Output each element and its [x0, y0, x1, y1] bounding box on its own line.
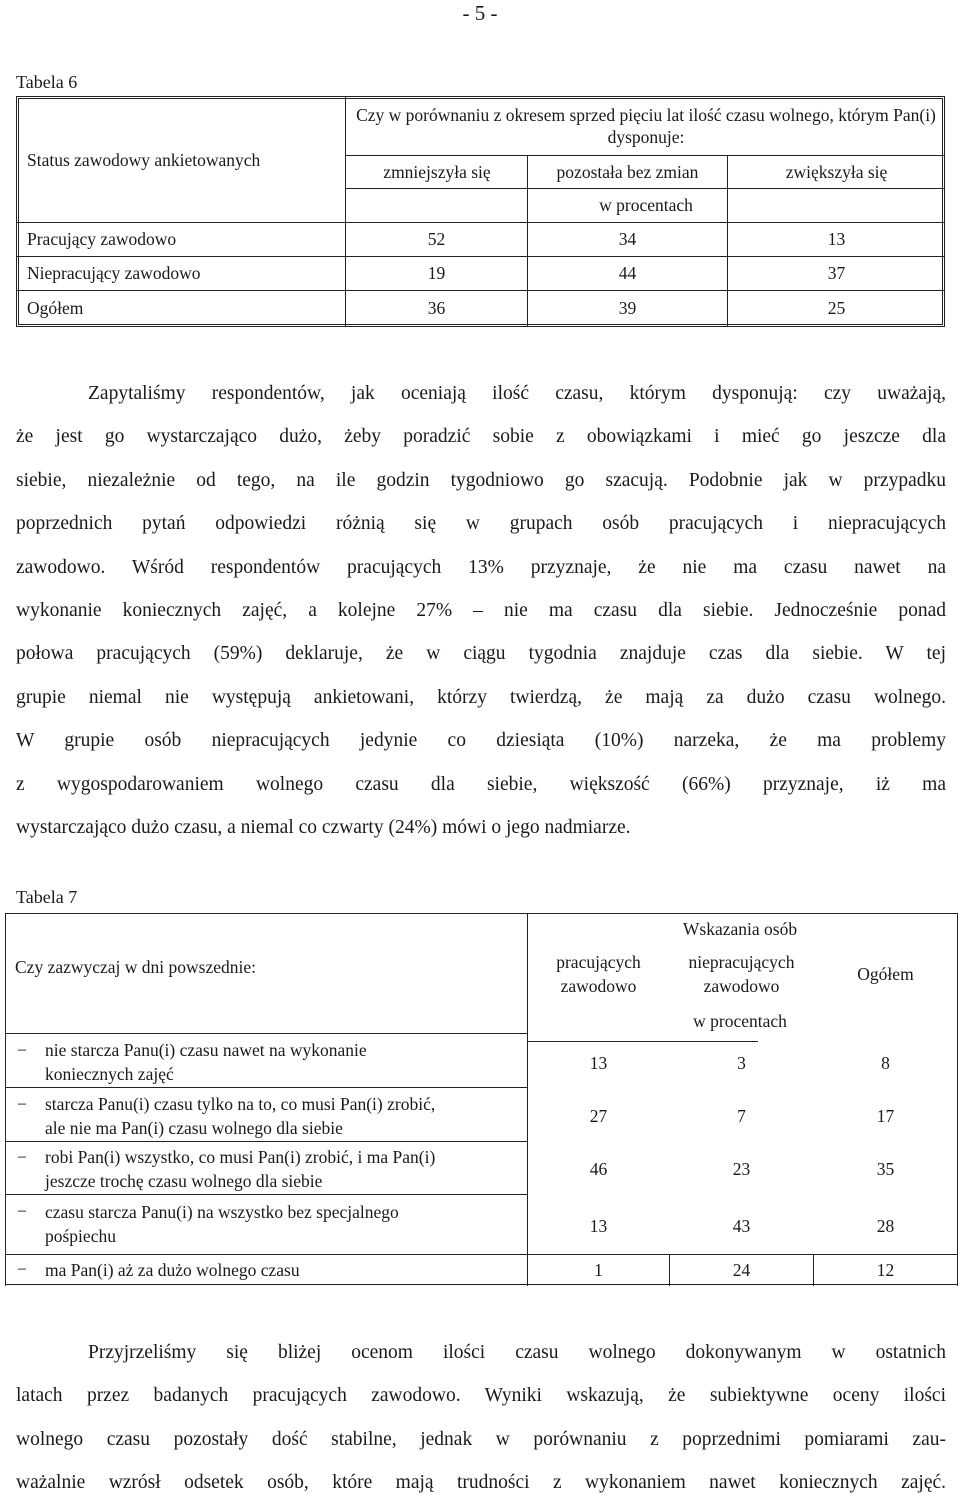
paragraph-line: zawodowo. Wśród respondentów pracujących 13% przyznaje, że nie ma czasu nawet na: [16, 556, 946, 578]
table6-col-header-1: zmniejszyła się: [383, 161, 491, 182]
table7-col-header-line: zawodowo: [560, 976, 637, 996]
table6-cell: 37: [827, 263, 846, 283]
table7-cell: 43: [732, 1216, 751, 1236]
table7-col-header-3: Ogółem: [857, 964, 914, 984]
paragraph-line: wykonanie koniecznych zajęć, a kolejne 27% – nie ma czasu dla siebie. Jednocześnie ponad: [16, 599, 946, 621]
table7-caption: Tabela 7: [16, 887, 78, 907]
table7-cell: 17: [876, 1106, 895, 1126]
table7-row-label-line: ale nie ma Pan(i) czasu wolnego dla siebie: [45, 1118, 343, 1138]
table7-cell: 13: [589, 1053, 608, 1073]
table6-caption: Tabela 6: [16, 72, 78, 92]
table6-unit: w procentach: [599, 195, 693, 215]
table7-row-label-line: jeszcze trochę czasu wolnego dla siebie: [45, 1171, 323, 1191]
paragraph-line: latach przez badanych pracujących zawodowo. Wyniki wskazują, że subiektywne oceny ilości: [16, 1385, 946, 1407]
table7-cell: 8: [881, 1053, 890, 1073]
paragraph-line: grupie niemal nie występują ankietowani, którzy twierdzą, że mają za dużo czasu wolnego.: [16, 686, 946, 708]
table6-row-label: Pracujący zawodowo: [27, 229, 177, 249]
table7-row-label: [45, 1092, 525, 1140]
table6-cell: 52: [427, 229, 446, 249]
dash-bullet: −: [17, 1259, 27, 1279]
table6-cell: 44: [618, 263, 637, 283]
table7-row-label-line: nie starcza Panu(i) czasu nawet na wykonanie: [45, 1040, 367, 1060]
table7-row-label: [45, 1145, 525, 1193]
table6-cell: 36: [427, 298, 446, 318]
table7-unit: w procentach: [693, 1011, 787, 1031]
table6-col-header-2: pozostała bez zmian: [556, 161, 699, 182]
paragraph-line: Przyjrzeliśmy się bliżej ocenom ilości czasu wolnego dokonywanym w ostatnich: [88, 1342, 946, 1363]
table6-row-label: Ogółem: [27, 298, 84, 318]
table7-cell: 1: [594, 1259, 603, 1280]
paragraph-line: siebie, niezależnie od tego, na ile godzin tygodniowo go szacują. Podobnie jak w przypadku: [16, 469, 946, 491]
table6: [16, 96, 945, 327]
paragraph-line: W grupie osób niepracujących jedynie co dziesiąta (10%) narzeka, że ma problemy: [16, 730, 946, 752]
table6-cell: 13: [827, 229, 846, 249]
body-paragraph-2: [16, 1331, 946, 1505]
table7-row-label-line: czasu starcza Panu(i) na wszystko bez specjalnego: [45, 1202, 399, 1222]
table7-col-header-line: niepracujących: [688, 952, 795, 972]
paragraph-line: wystarczająco dużo czasu, a niemal co czwarty (24%) mówi o jego nadmiarze.: [16, 816, 631, 838]
table7-col-header-line: zawodowo: [703, 976, 780, 996]
table7-row-label-line: robi Pan(i) wszystko, co musi Pan(i) zrobić, i ma Pan(i): [45, 1147, 436, 1167]
dash-bullet: −: [17, 1094, 27, 1114]
table6-cell: 34: [618, 229, 637, 249]
dash-bullet: −: [17, 1040, 27, 1060]
table7-cell: 3: [737, 1053, 746, 1073]
table6-row-label: Niepracujący zawodowo: [27, 263, 201, 283]
table7-cell: 12: [876, 1259, 895, 1280]
table7-row-label: [45, 1199, 525, 1249]
paragraph-line: poprzednich pytań odpowiedzi różnią się w grupach osób pracujących i niepracujących: [16, 513, 946, 535]
table6-cell: 19: [427, 263, 446, 283]
table7-col-header-2: [670, 947, 813, 1001]
table7-question: Czy zazwyczaj w dni powszednie:: [15, 957, 257, 977]
paragraph-line: że jest go wystarczająco dużo, żeby poradzić sobie z obowiązkami i mieć go jeszcze dla: [16, 426, 946, 448]
table7-cell: 13: [589, 1216, 608, 1236]
dash-bullet: −: [17, 1201, 27, 1221]
table7-group-header: Wskazania osób: [682, 919, 798, 939]
table6-row-header: Status zawodowy ankietowanych: [27, 149, 261, 170]
table7: [5, 913, 958, 1286]
paragraph-line: ważalnie wzrósł odsetek osób, które mają trudności z wykonaniem nawet koniecznych zajęć.: [16, 1472, 946, 1494]
table7-cell: 35: [876, 1159, 895, 1179]
table7-row-label-line: starcza Panu(i) czasu tylko na to, co musi Pan(i) zrobić,: [45, 1094, 436, 1114]
table7-row-label: [45, 1038, 525, 1086]
paragraph-line: Zapytaliśmy respondentów, jak oceniają ilość czasu, którym dysponują: czy uważają,: [88, 383, 946, 404]
table6-cell: 25: [827, 298, 846, 318]
table6-col-header-3: zwiększyła się: [785, 161, 888, 182]
table7-row-label-line: koniecznych zajęć: [45, 1064, 174, 1084]
paragraph-line: połowa pracujących (59%) deklaruje, że w ciągu tygodnia znajduje czas dla siebie. W tej: [16, 643, 946, 665]
table7-row-label-line: pośpiechu: [45, 1226, 116, 1246]
table7-row-label: ma Pan(i) aż za dużo wolnego czasu: [45, 1259, 300, 1280]
page-number: - 5 -: [462, 1, 498, 25]
paragraph-line: z wygospodarowaniem wolnego czasu dla siebie, większość (66%) przyznaje, iż ma: [16, 773, 946, 795]
table7-cell: 7: [737, 1106, 746, 1126]
table6-question: Czy w porównaniu z okresem sprzed pięciu lat ilość czasu wolnego, którym Pan(i) dysponuje:: [356, 105, 936, 147]
dash-bullet: −: [17, 1147, 27, 1167]
table6-cell: 39: [618, 298, 637, 318]
body-paragraph-1: [16, 372, 946, 849]
table7-cell: 28: [876, 1216, 895, 1236]
table7-cell: 27: [589, 1106, 608, 1126]
table7-cell: 24: [732, 1259, 751, 1280]
table7-col-header-line: pracujących: [556, 952, 641, 972]
paragraph-line: wolnego czasu pozostały dość stabilne, jednak w porównaniu z poprzednimi pomiarami zau-: [16, 1428, 946, 1450]
table7-cell: 46: [589, 1159, 608, 1179]
table7-col-header-1: [528, 947, 669, 1001]
table7-cell: 23: [732, 1159, 751, 1179]
